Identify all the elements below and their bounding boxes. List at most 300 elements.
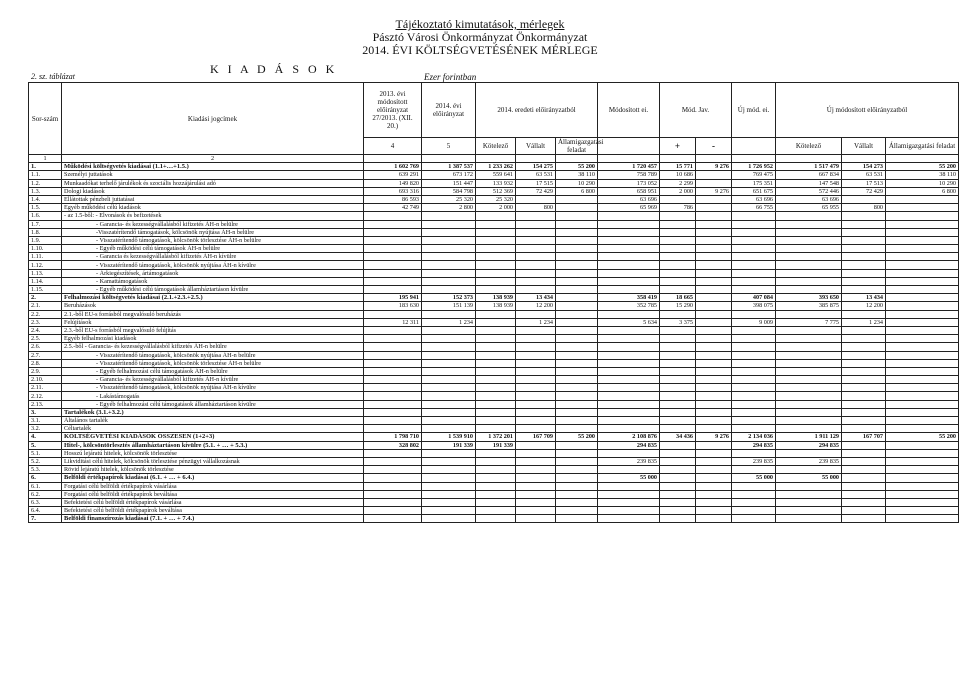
cell-value [422, 498, 476, 506]
cell-value [516, 449, 556, 457]
cell-value [696, 269, 732, 277]
cell-value [696, 515, 732, 523]
table-row [29, 474, 959, 482]
cell-value: 63 531 [842, 171, 886, 179]
row-code: 1.10. [29, 245, 62, 253]
row-code: 1.7. [29, 220, 62, 228]
cell-value [842, 376, 886, 384]
cell-value [732, 482, 776, 490]
cell-value [660, 343, 696, 351]
cell-value [516, 515, 556, 523]
cell-value [556, 490, 598, 498]
table-row [29, 498, 959, 506]
cell-value [516, 261, 556, 269]
row-label: Hosszú lejáratú hitelek, kölcsönök törlesztése [62, 449, 364, 457]
cell-value [732, 351, 776, 359]
cell-value [776, 482, 842, 490]
cell-value [422, 286, 476, 294]
cell-value [696, 245, 732, 253]
cell-value: 17 513 [842, 179, 886, 187]
cell-value [660, 359, 696, 367]
cell-value [364, 253, 422, 261]
cell-value [516, 253, 556, 261]
cell-value [660, 515, 696, 523]
cell-value: 72 429 [516, 187, 556, 195]
cell-value [476, 335, 516, 343]
cell-value [476, 261, 516, 269]
cell-value [422, 449, 476, 457]
row-code: 2.1. [29, 302, 62, 310]
cell-value: 167 707 [842, 433, 886, 441]
cell-value [364, 310, 422, 318]
row-code: 1.5. [29, 204, 62, 212]
sub-vallalt-2: Vállalt [842, 138, 886, 155]
cell-value [696, 417, 732, 425]
row-label: 2.3.-ből EU-s forrásból megvalósuló felújítás [62, 326, 364, 334]
table-row [29, 400, 959, 408]
cell-value [842, 515, 886, 523]
cell-value [476, 417, 516, 425]
cell-value: 167 709 [516, 433, 556, 441]
row-code: 2.7. [29, 351, 62, 359]
cell-value: 294 835 [776, 441, 842, 449]
cell-value [598, 286, 660, 294]
row-label: Beruházások [62, 302, 364, 310]
cell-value [660, 474, 696, 482]
sub-allamig-2: Államigazgatási feladat [886, 138, 959, 155]
cell-value: 38 110 [886, 171, 959, 179]
cell-value [776, 376, 842, 384]
cell-value [660, 417, 696, 425]
cell-value [732, 343, 776, 351]
cell-value [886, 253, 959, 261]
row-label: - Egyéb működési célú támogatások államháztartáson kívülre [62, 286, 364, 294]
cell-value: 55 200 [886, 163, 959, 171]
cell-value: 55 200 [556, 163, 598, 171]
cell-value: 800 [516, 204, 556, 212]
cell-value [696, 228, 732, 236]
cell-value: 63 696 [776, 195, 842, 203]
row-code: 6. [29, 474, 62, 482]
row-label: -Visszatérítendő támogatások, kölcsönök nyújtása ÁH-n belülre [62, 228, 364, 236]
cell-value: 559 641 [476, 171, 516, 179]
row-code: 2.5. [29, 335, 62, 343]
col-modjav: Mód. Jav. [660, 83, 732, 138]
cell-value [886, 294, 959, 302]
cell-value: 6 800 [886, 187, 959, 195]
cell-value: 1 234 [516, 318, 556, 326]
cell-value [660, 236, 696, 244]
cell-value [556, 417, 598, 425]
cell-value [556, 482, 598, 490]
cell-value [598, 498, 660, 506]
cell-value [556, 449, 598, 457]
col-num-empty [886, 155, 959, 163]
cell-value: 407 084 [732, 294, 776, 302]
table-row [29, 318, 959, 326]
table-row [29, 179, 959, 187]
cell-value [886, 351, 959, 359]
cell-value [598, 417, 660, 425]
cell-value: 1 234 [422, 318, 476, 326]
cell-value [732, 236, 776, 244]
cell-value [422, 261, 476, 269]
cell-value: 10 290 [556, 179, 598, 187]
cell-value [422, 343, 476, 351]
cell-value [556, 376, 598, 384]
cell-value [556, 343, 598, 351]
cell-value [422, 515, 476, 523]
cell-value [556, 335, 598, 343]
cell-value [598, 490, 660, 498]
cell-value [696, 498, 732, 506]
row-code: 1.1. [29, 171, 62, 179]
cell-value [422, 392, 476, 400]
expense-table [28, 82, 959, 523]
cell-value [842, 269, 886, 277]
cell-value [660, 376, 696, 384]
cell-value [696, 425, 732, 433]
cell-value [660, 482, 696, 490]
col-num-empty [732, 155, 776, 163]
table-row [29, 253, 959, 261]
cell-value: 13 434 [516, 294, 556, 302]
cell-value [516, 376, 556, 384]
cell-value [476, 228, 516, 236]
cell-value [516, 417, 556, 425]
cell-value [732, 449, 776, 457]
cell-value [422, 310, 476, 318]
cell-value [842, 326, 886, 334]
cell-value [476, 343, 516, 351]
cell-value [364, 417, 422, 425]
cell-value [732, 498, 776, 506]
cell-value [364, 457, 422, 465]
cell-value [660, 253, 696, 261]
row-label: Céltartalék [62, 425, 364, 433]
cell-value [598, 384, 660, 392]
cell-value [364, 351, 422, 359]
cell-value [842, 457, 886, 465]
cell-value [422, 351, 476, 359]
cell-value [556, 236, 598, 244]
cell-value [516, 400, 556, 408]
cell-value [886, 302, 959, 310]
cell-value [696, 171, 732, 179]
cell-value [696, 195, 732, 203]
row-label: Ellátottak pénzbeli juttatásai [62, 195, 364, 203]
cell-value [696, 179, 732, 187]
cell-value: 393 650 [776, 294, 842, 302]
cell-value: 147 548 [776, 179, 842, 187]
cell-value [516, 236, 556, 244]
col-sorszam: Sor-szám [29, 83, 62, 155]
row-code: 5.2. [29, 457, 62, 465]
cell-value: 173 052 [598, 179, 660, 187]
cell-value [886, 449, 959, 457]
cell-value: 55 200 [556, 433, 598, 441]
cell-value [364, 392, 422, 400]
cell-value: 512 369 [476, 187, 516, 195]
cell-value: 149 820 [364, 179, 422, 187]
row-label: Befektetési célú belföldi értékpapírok beváltása [62, 507, 364, 515]
row-code: 1.15. [29, 286, 62, 294]
cell-value [516, 498, 556, 506]
cell-value [696, 261, 732, 269]
cell-value [842, 310, 886, 318]
cell-value: 65 969 [598, 204, 660, 212]
cell-value [776, 490, 842, 498]
cell-value [886, 515, 959, 523]
cell-value: 34 436 [660, 433, 696, 441]
table-row [29, 204, 959, 212]
cell-value [842, 466, 886, 474]
row-label: Forgatási célú belföldi értékpapírok vásárlása [62, 482, 364, 490]
cell-value [696, 490, 732, 498]
cell-value [422, 376, 476, 384]
cell-value [696, 343, 732, 351]
cell-value [598, 482, 660, 490]
cell-value [598, 220, 660, 228]
col-num-empty [776, 155, 842, 163]
cell-value [556, 441, 598, 449]
cell-value [776, 253, 842, 261]
cell-value [842, 400, 886, 408]
cell-value [476, 408, 516, 416]
cell-value [516, 490, 556, 498]
row-label: Egyéb felhalmozási kiadások [62, 335, 364, 343]
cell-value: 651 675 [732, 187, 776, 195]
cell-value [732, 326, 776, 334]
cell-value [776, 400, 842, 408]
cell-value: 385 875 [776, 302, 842, 310]
cell-value [476, 498, 516, 506]
table-row [29, 417, 959, 425]
cell-value [732, 507, 776, 515]
cell-value [598, 449, 660, 457]
cell-value [364, 277, 422, 285]
cell-value [422, 212, 476, 220]
cell-value [556, 212, 598, 220]
cell-value: 1 233 262 [476, 163, 516, 171]
cell-value: 2 299 [660, 179, 696, 187]
cell-value [660, 384, 696, 392]
cell-value [556, 261, 598, 269]
cell-value: 639 291 [364, 171, 422, 179]
cell-value [842, 220, 886, 228]
cell-value [516, 359, 556, 367]
cell-value [422, 236, 476, 244]
row-code: 2.11. [29, 384, 62, 392]
cell-value: 1 911 129 [776, 433, 842, 441]
row-code: 1. [29, 163, 62, 171]
cell-value [516, 286, 556, 294]
cell-value [476, 457, 516, 465]
cell-value [696, 220, 732, 228]
cell-value [842, 482, 886, 490]
cell-value: 191 339 [422, 441, 476, 449]
cell-value [598, 269, 660, 277]
row-label: Felújítások [62, 318, 364, 326]
cell-value [660, 441, 696, 449]
column-number-row [29, 155, 959, 163]
cell-value [886, 457, 959, 465]
cell-value: 786 [660, 204, 696, 212]
cell-value: 25 320 [476, 195, 516, 203]
table-row [29, 245, 959, 253]
row-label: - Garancia- és kezességvállalásból kifizetés ÁH-n belülre [62, 220, 364, 228]
cell-value [886, 318, 959, 326]
cell-value [776, 236, 842, 244]
col-num-empty [516, 155, 556, 163]
cell-value [732, 220, 776, 228]
cell-value: 152 373 [422, 294, 476, 302]
cell-value [842, 286, 886, 294]
cell-value [476, 286, 516, 294]
cell-value [422, 490, 476, 498]
cell-value [556, 277, 598, 285]
cell-value [364, 498, 422, 506]
col-ujbol: Új módosított előirányzatból [776, 83, 959, 138]
cell-value: 18 665 [660, 294, 696, 302]
cell-value [660, 457, 696, 465]
cell-value [556, 269, 598, 277]
row-code: 2.13. [29, 400, 62, 408]
cell-value [364, 359, 422, 367]
cell-value [476, 482, 516, 490]
cell-value [660, 269, 696, 277]
table-row [29, 228, 959, 236]
row-code: 1.13. [29, 269, 62, 277]
cell-value [364, 335, 422, 343]
row-code: 1.6. [29, 212, 62, 220]
row-label: - Árkiegészítések, ártámogatások [62, 269, 364, 277]
row-code: 3. [29, 408, 62, 416]
cell-value: 758 789 [598, 171, 660, 179]
row-label: - Kamattámogatások [62, 277, 364, 285]
cell-value: 358 419 [598, 294, 660, 302]
cell-value [476, 245, 516, 253]
cell-value [422, 482, 476, 490]
cell-value [516, 335, 556, 343]
cell-value [364, 228, 422, 236]
cell-value [556, 498, 598, 506]
cell-value: 352 785 [598, 302, 660, 310]
cell-value [886, 474, 959, 482]
cell-value [886, 376, 959, 384]
cell-value: 239 835 [776, 457, 842, 465]
col-num-empty [696, 155, 732, 163]
cell-value [842, 245, 886, 253]
table-row [29, 335, 959, 343]
row-code: 2.8. [29, 359, 62, 367]
cell-value [732, 359, 776, 367]
cell-value: 63 696 [598, 195, 660, 203]
cell-value [476, 326, 516, 334]
cell-value [556, 294, 598, 302]
cell-value: 55 000 [776, 474, 842, 482]
cell-value [776, 228, 842, 236]
table-row [29, 441, 959, 449]
cell-value: 42 749 [364, 204, 422, 212]
sub-vallalt: Vállalt [516, 138, 556, 155]
cell-value [732, 376, 776, 384]
sub-empty [598, 138, 660, 155]
cell-value [842, 474, 886, 482]
table-row [29, 171, 959, 179]
cell-value [776, 310, 842, 318]
cell-value [776, 425, 842, 433]
cell-value [556, 351, 598, 359]
cell-value [696, 392, 732, 400]
cell-value [776, 326, 842, 334]
row-label: - Egyéb működési célú támogatások ÁH-n belülre [62, 245, 364, 253]
cell-value: 6 800 [556, 187, 598, 195]
cell-value [696, 507, 732, 515]
cell-value [598, 359, 660, 367]
sub-plus: + [660, 138, 696, 155]
cell-value [660, 220, 696, 228]
cell-value [598, 261, 660, 269]
cell-value: 769 475 [732, 171, 776, 179]
row-label: - Garancia- és kezességvállalásból kifizetés ÁH-n kívülre [62, 376, 364, 384]
col-num-5: 5 [422, 138, 476, 155]
cell-value [422, 400, 476, 408]
row-code: 5.3. [29, 466, 62, 474]
row-label: Egyéb működési célú kiadások [62, 204, 364, 212]
cell-value [598, 212, 660, 220]
cell-value [842, 335, 886, 343]
cell-value [696, 482, 732, 490]
cell-value [660, 326, 696, 334]
cell-value [556, 326, 598, 334]
report-title: Tájékoztató kimutatások, mérlegek [395, 17, 565, 31]
cell-value [886, 507, 959, 515]
cell-value [842, 236, 886, 244]
cell-value: 2 800 [422, 204, 476, 212]
cell-value [556, 392, 598, 400]
cell-value [422, 417, 476, 425]
row-code: 2.3. [29, 318, 62, 326]
cell-value [886, 286, 959, 294]
cell-value [776, 359, 842, 367]
cell-value: 294 835 [598, 441, 660, 449]
col-2013: 2013. évi módosított előirányzat 27/2013. (XII. 20.) [364, 83, 422, 138]
table-row [29, 220, 959, 228]
cell-value: 667 834 [776, 171, 842, 179]
cell-value [732, 335, 776, 343]
cell-value [422, 384, 476, 392]
cell-value [842, 384, 886, 392]
col-eredeti: 2014. eredeti előirányzatból [476, 83, 598, 138]
cell-value: 398 075 [732, 302, 776, 310]
cell-value: 183 630 [364, 302, 422, 310]
row-label: - Visszatérítendő támogatások, kölcsönök törlesztése ÁH-n belülre [62, 236, 364, 244]
cell-value [776, 220, 842, 228]
cell-value [660, 212, 696, 220]
row-label: Általános tartalék [62, 417, 364, 425]
cell-value: 15 771 [660, 163, 696, 171]
cell-value [364, 507, 422, 515]
row-label: 2.1.-ből EU-s forrásból megvalósuló beruházás [62, 310, 364, 318]
cell-value: 239 835 [598, 457, 660, 465]
cell-value [886, 498, 959, 506]
cell-value [476, 466, 516, 474]
cell-value [598, 351, 660, 359]
row-label: KÖLTSÉGVETÉSI KIADÁSOK ÖSSZESEN (1+2+3) [62, 433, 364, 441]
cell-value [886, 277, 959, 285]
row-label: Személyi juttatások [62, 171, 364, 179]
